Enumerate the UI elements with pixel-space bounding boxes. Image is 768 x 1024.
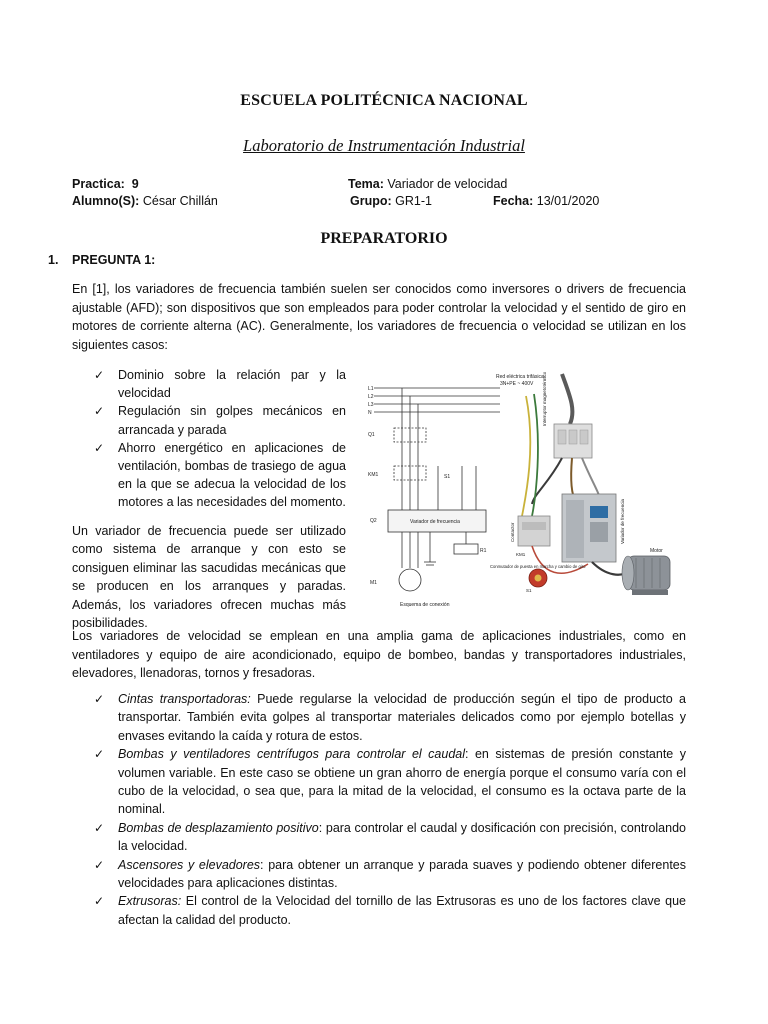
list-item: ✓ Ascensores y elevadores: para obtener un arranque y parada suaves y podiendo obtener diferentes velocidades para aplicaciones distintas. (94, 857, 686, 891)
fecha-field (493, 194, 599, 208)
section-title: PREPARATORIO (320, 230, 448, 247)
question-heading (48, 253, 155, 267)
starter-paragraph: Un variador de frecuencia puede ser utilizado como sistema de arranque y con esto se consiguen eliminar las sacudidas mecánicas que se producen en los arranques y paradas. Además, los variadores ofrecen muchas más posibilidades. (72, 524, 346, 631)
grupo-value: GR1-1 (395, 194, 432, 208)
list-item: ✓ Bombas de desplazamiento positivo: para controlar el caudal y dosificación con precisión, controlando la velocidad. (94, 820, 686, 854)
cases-list (90, 366, 346, 512)
label-interruptor: Interruptor magnetotérmico (542, 371, 547, 426)
tema-label: Tema: (348, 177, 384, 191)
applications-intro: Los variadores de velocidad se emplean en una amplia gama de aplicaciones industriales, como en ventiladores y equipo de aire acondicionado, equipo de bombeo, bandas y transportadores industriales, elevadores, llenadoras, tornos y fresadoras. (72, 629, 686, 681)
label-red: Red eléctrica trifásica (496, 374, 544, 380)
label-r1: R1 (480, 548, 487, 554)
intro-paragraph: En [1], los variadores de frecuencia también suelen ser conocidos como inversores o drivers de frecuencia ajustable (AFD); son dispositivos que son empleados para poder controlar la velocidad y el sentido de giro en motores de corriente alterna (AC). Generalmente, los variadores de frecuencia o velocidad se utilizan en los siguientes casos: (72, 282, 686, 352)
label-s1: S1 (444, 474, 451, 480)
fecha-value: 13/01/2020 (536, 194, 600, 208)
list-item: ✓ Bombas y ventiladores centrífugos para controlar el caudal: en sistemas de presión constante y volumen variable. En este caso se obtiene un gran ahorro de energía porque el consumo varía con el cubo de la velocidad, o sea que, para la mitad de la velocidad, el consumo es la octava parte de la nominal. (94, 747, 686, 817)
practica-field (72, 177, 139, 191)
tema-value: Variador de velocidad (387, 177, 508, 191)
check-icon: ✓ (94, 857, 105, 872)
list-item: ✓ Ahorro energético en aplicaciones de ventilación, bombas de trasiego de agua en la que se adecua la velocidad de los motores a las necesidades del momento. (94, 440, 346, 510)
label-motor: Motor (650, 548, 663, 554)
practica-label: Practica: (72, 177, 125, 191)
label-km1-device: KM1 (516, 552, 526, 557)
alumno-label: Alumno(S): (72, 194, 140, 208)
grupo-field (350, 194, 432, 208)
label-q1: Q1 (368, 432, 375, 438)
check-icon: ✓ (94, 368, 105, 382)
question-number: 1. (48, 253, 59, 267)
label-contactor: Contactor (510, 522, 515, 542)
check-icon: ✓ (94, 692, 105, 706)
label-conmutador: Conmutador de puesta en marcha y cambio de giro (490, 564, 586, 569)
alumno-field (72, 194, 218, 208)
grupo-label: Grupo: (350, 194, 392, 208)
label-m1: M1 (370, 580, 377, 586)
check-icon: ✓ (94, 404, 105, 419)
lab-title: Laboratorio de Instrumentación Industrial (243, 136, 525, 155)
check-icon: ✓ (94, 747, 105, 762)
label-l3: L3 (368, 402, 374, 408)
check-icon: ✓ (94, 440, 105, 455)
check-icon: ✓ (94, 820, 105, 835)
vfd-wiring-figure (366, 366, 684, 614)
list-item: ✓ Extrusoras: El control de la Velocidad del tornillo de las Extrusoras es uno de los factores clave que afectan la calidad del producto. (94, 894, 686, 927)
list-item: ✓ Regulación sin golpes mecánicos en arrancada y parada (94, 404, 346, 437)
practica-value: 9 (131, 177, 139, 191)
label-red-spec: 3N+PE ~ 400V (500, 381, 534, 387)
check-icon: ✓ (94, 894, 105, 909)
question-label: PREGUNTA 1: (72, 253, 156, 267)
label-variador-box: Variador de frecuencia (410, 519, 460, 525)
tema-field (348, 177, 507, 191)
list-item: ✓ Cintas transportadoras: Puede regularse la velocidad de producción según el tipo de producto a transportar. También evita golpes al transportar materiales delicados como por ejemplo botellas y envases evitando la caída y rotura de estos. (94, 692, 686, 743)
label-n: N (368, 410, 372, 416)
applications-list (90, 690, 686, 929)
label-q2: Q2 (370, 518, 377, 524)
fecha-label: Fecha: (493, 194, 534, 208)
alumno-value: César Chillán (142, 194, 218, 208)
label-esquema: Esquema de conexión (400, 602, 450, 608)
label-l2: L2 (368, 394, 374, 400)
label-l1: L1 (368, 386, 374, 392)
list-item: ✓ Dominio sobre la relación par y la velocidad (94, 368, 346, 401)
label-km1: KM1 (368, 472, 379, 478)
label-s1-device: S1 (526, 588, 532, 593)
label-variador: Variador de frecuencia (620, 499, 625, 544)
school-name: ESCUELA POLITÉCNICA NACIONAL (240, 92, 528, 109)
